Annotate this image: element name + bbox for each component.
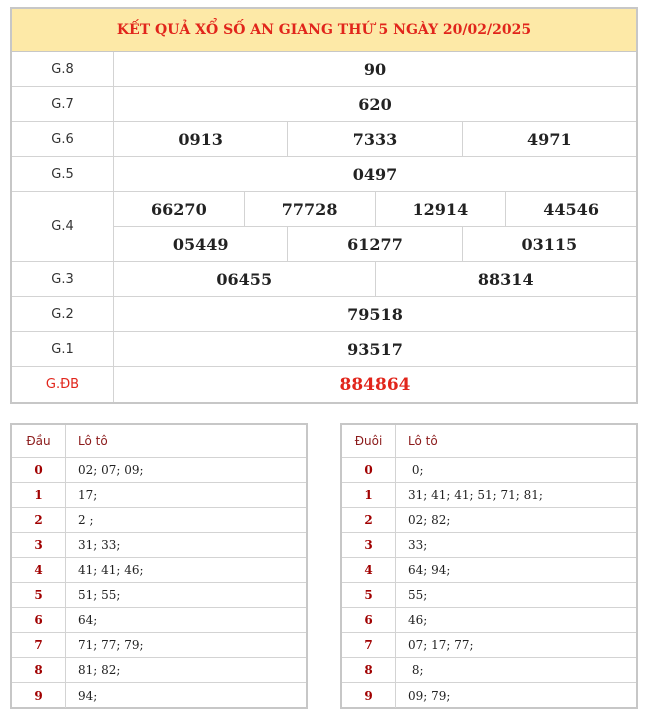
- prize-label: G.7: [12, 87, 114, 121]
- loto-key: 3: [12, 533, 66, 557]
- loto-values: 02; 82;: [408, 513, 451, 527]
- column-header-loto: Lô tô: [408, 434, 438, 448]
- prize-number: 7333: [287, 122, 461, 156]
- table-row: [342, 583, 636, 608]
- loto-key: 1: [342, 483, 396, 507]
- table-row: [342, 658, 636, 683]
- prize-label: G.5: [12, 157, 114, 191]
- prize-label: G.4: [12, 192, 114, 261]
- loto-values: 41; 41; 46;: [78, 563, 144, 577]
- loto-key: 9: [342, 683, 396, 708]
- loto-key: 3: [342, 533, 396, 557]
- loto-duoi-header: [342, 425, 636, 458]
- prize-row-g6: [12, 122, 636, 157]
- prize-number: 12914: [375, 192, 506, 226]
- prize-row-g5: [12, 157, 636, 192]
- loto-key: 5: [342, 583, 396, 607]
- loto-values: 31; 33;: [78, 538, 121, 552]
- loto-key: 5: [12, 583, 66, 607]
- loto-values: 51; 55;: [78, 588, 121, 602]
- prize-number: 61277: [287, 227, 461, 261]
- table-row: [12, 608, 306, 633]
- table-row: [342, 458, 636, 483]
- prize-row-g4: [12, 192, 636, 262]
- prize-number: 03115: [462, 227, 636, 261]
- loto-values: 55;: [408, 588, 428, 602]
- loto-values: 31; 41; 41; 51; 71; 81;: [408, 488, 543, 502]
- prize-number: 0913: [178, 129, 223, 149]
- loto-values: 81; 82;: [78, 663, 121, 677]
- table-row: [12, 633, 306, 658]
- loto-key: 9: [12, 683, 66, 708]
- prize-row-g1: [12, 332, 636, 367]
- prize-label: G.2: [12, 297, 114, 331]
- loto-key: 4: [12, 558, 66, 582]
- prize-number: 4971: [462, 122, 636, 156]
- table-row: [12, 658, 306, 683]
- prize-row-special: [12, 367, 636, 402]
- loto-values: 09; 79;: [408, 688, 451, 703]
- special-prize-label: G.ĐB: [12, 367, 114, 402]
- loto-dau-header: [12, 425, 306, 458]
- table-row: [342, 558, 636, 583]
- prize-number: 90: [363, 59, 387, 79]
- loto-dau-table: [10, 423, 308, 709]
- loto-values: 8;: [408, 663, 424, 677]
- table-row: [12, 558, 306, 583]
- prize-row-g8: [12, 52, 636, 87]
- loto-key: 7: [12, 633, 66, 657]
- table-row: [12, 508, 306, 533]
- table-row: [342, 533, 636, 558]
- loto-key: 6: [12, 608, 66, 632]
- table-row: [342, 508, 636, 533]
- loto-key: 2: [342, 508, 396, 532]
- loto-values: 64; 94;: [408, 563, 451, 577]
- table-row: [12, 583, 306, 608]
- column-header-dau: Đầu: [12, 425, 66, 457]
- loto-key: 6: [342, 608, 396, 632]
- results-title: KẾT QUẢ XỔ SỐ AN GIANG THỨ 5 NGÀY 20/02/2025: [12, 9, 636, 52]
- prize-label: G.1: [12, 332, 114, 366]
- loto-values: 64;: [78, 613, 98, 627]
- loto-key: 8: [342, 658, 396, 682]
- table-row: [342, 483, 636, 508]
- loto-key: 4: [342, 558, 396, 582]
- loto-values: 33;: [408, 538, 428, 552]
- prize-row-g2: [12, 297, 636, 332]
- prize-number: 79518: [347, 304, 403, 324]
- table-row: [12, 533, 306, 558]
- prize-number: 77728: [244, 192, 375, 226]
- prize-label: G.3: [12, 262, 114, 296]
- prize-label: G.8: [12, 52, 114, 86]
- prize-number: 44546: [505, 192, 636, 226]
- table-row: [12, 483, 306, 508]
- loto-key: 7: [342, 633, 396, 657]
- loto-values: 17;: [78, 488, 98, 502]
- table-row: [342, 683, 636, 708]
- prize-number: 93517: [347, 339, 403, 359]
- loto-values: 46;: [408, 613, 428, 627]
- loto-values: 02; 07; 09;: [78, 463, 144, 477]
- loto-key: 1: [12, 483, 66, 507]
- loto-key: 2: [12, 508, 66, 532]
- prize-number: 88314: [375, 262, 637, 296]
- prize-row-g3: [12, 262, 636, 297]
- prize-number: 620: [358, 94, 392, 114]
- table-row: [342, 608, 636, 633]
- column-header-duoi: Đuôi: [342, 425, 396, 457]
- prize-row-g7: [12, 87, 636, 122]
- loto-key: 0: [12, 458, 66, 482]
- loto-values: 07; 17; 77;: [408, 638, 474, 652]
- prize-label: G.6: [12, 122, 114, 156]
- prize-number: 0497: [352, 164, 398, 184]
- prize-number: 05449: [172, 234, 229, 254]
- loto-values: 71; 77; 79;: [78, 638, 144, 652]
- table-row: [12, 458, 306, 483]
- table-row: [342, 633, 636, 658]
- loto-duoi-table: [340, 423, 638, 709]
- table-row: [12, 683, 306, 708]
- prize-number: 66270: [151, 199, 207, 219]
- loto-key: 8: [12, 658, 66, 682]
- special-prize-number: 884864: [339, 374, 411, 395]
- loto-key: 0: [342, 458, 396, 482]
- prize-number: 06455: [216, 269, 273, 289]
- loto-values: 2 ;: [78, 513, 94, 527]
- column-header-loto: Lô tô: [78, 434, 108, 448]
- loto-values: 94;: [78, 688, 98, 703]
- loto-values: 0;: [408, 463, 424, 477]
- results-table: [10, 7, 638, 404]
